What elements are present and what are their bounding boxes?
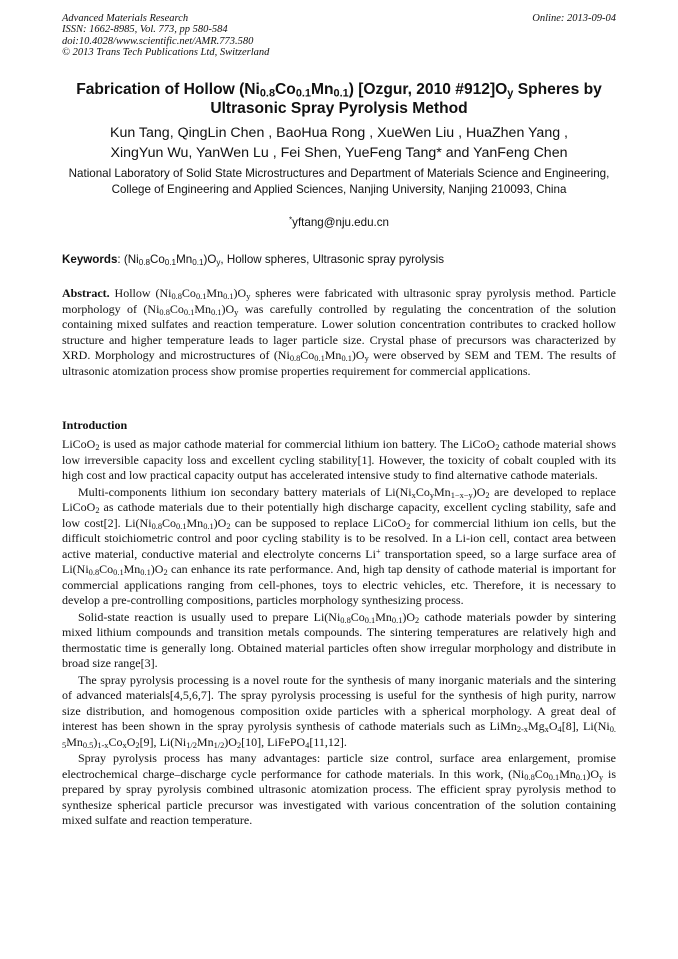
affiliation: National Laboratory of Solid State Microstructures and Department of Materials Science and Engineering, College of Engineering and Applied Sciences, Nanjing University, Nanjing 210093, China [68, 167, 610, 196]
paragraph: Multi-components lithium ion secondary battery materials of $Li(Ni_xCo_yMn_{1-x-y})O_2$ are developed to replace LiCoO$_2$ as cathode materials due to their potentially high discharge capacity, excellent cycling stability, safe and low cost[2]. $Li(Ni_{0.8}Co_{0.1}Mn_{0.1})O_2$ can be supposed to replace LiCoO$_2$ for commercial lithium ion cells, but the difficult stoichiometric control and poor cycling stability is to be resolved. In a Li-ion cell, contact area between active material, conductive material and electrolyte concerns Li+ transportation speed, so a large surface area of $Li(Ni_{0.8}Co_{0.1}Mn_{0.1})O_2$ can enhance its rate performance. And, high tap density of cathode material is important for commercial applications ranging from cell-phones, toys to electric vehicles, etc. Therefore, it is necessary to develop a pre-controlling compositions, particles morphology synthesizing process. [62, 484, 616, 607]
abstract: Abstract. Hollow $(Ni_{0.8}Co_{0.1}Mn_{0.1})O_y$ spheres were fabricated with ultrasonic spray pyrolysis method. Particle morphology of $(Ni_{0.8}Co_{0.1}Mn_{0.1})O_y$ was carefully controlled by regulating the concentration of the solution containing mixed sulfates and reaction temperature. Lower solution concentration contributes to cracked hollow structure and higher temperature leads to lager particle size. Crystal phase of precursors was characterized by XRD. Morphology and microstructures of $(Ni_{0.8}Co_{0.1}Mn_{0.1})O_y$ were observed by SEM and TEM. The results of ultrasonic atomization process show promise properties requirement for commercial applications. [62, 286, 617, 378]
paragraph: The spray pyrolysis processing is a novel route for the synthesis of many inorganic materials and the sintering of advanced materials[4,5,6,7]. The spray pyrolysis processing is useful for the synthesis of high purity, narrow size distribution, and homogenous composition oxide particles with a spherical morphology. A great deal of interest has been shown in the spray pyrolysis synthesis of cathode materials such as $LiMn_{2-x}Mg_xO_4[8]$, $Li(Ni_{0. 5}Mn_{0.5})_{1-x}Co_xO_2[9]$, $Li(Ni_{1/2}Mn_{1/2})O_2[10]$, LiFePO$_4$[11,12]. [62, 672, 617, 750]
paragraph: LiCoO$_2$ is used as major cathode material for commercial lithium ion battery. The LiCoO$_2$ cathode material shows low irreversible capacity loss and excellent cycling stability[1]. However, the toxicity of cobalt coupled with its high cost and low practical capacity output has accelerated intensive study to find alternative cathode materials. [62, 437, 616, 482]
corresponding-email: *yftang@nju.edu.cn [288, 215, 389, 229]
author-line: Kun Tang, QingLin Chen , BaoHua Rong , XueWen Liu , HuaZhen Yang , [110, 125, 568, 141]
journal-name: Advanced Materials Research [62, 13, 189, 24]
abstract-label: Abstract. [62, 286, 110, 300]
journal-issn: ISSN: 1662-8985, Vol. 773, pp 580-584 [62, 24, 228, 36]
journal-copyright: © 2013 Trans Tech Publications Ltd, Switzerland [62, 46, 270, 58]
paper-title: Fabrication of Hollow $(Ni_{0.8}Co_{0.1}Mn_{0.1})$ [Ozgur, 2010 $\#912]O_y$ Spheres by Ultrasonic Spray Pyrolysis Method [76, 81, 602, 117]
author-list [62, 124, 616, 163]
keywords: Keywords: $(Ni_{0.8}Co_{0.1}Mn_{0.1})O_y$, Hollow spheres, Ultrasonic spray pyrolysis [62, 253, 444, 268]
section-heading-introduction: Introduction [62, 418, 128, 432]
keywords-label: Keywords [62, 253, 118, 266]
paragraph: Spray pyrolysis process has many advantages: particle size control, surface area enlargement, promise electrochemical charge–discharge cycle performance for cathode materials. In this work, $(Ni_{0.8}Co_{0.1}Mn_{0.1})O_y$ is prepared by spray pyrolysis combined ultrasonic atomization process. The efficient spray pyrolysis method to synthesize spherical particle precursor was investigated with various concentration of the solution containing mixed sulfate and reaction temperature. [62, 751, 616, 827]
paragraph: Solid-state reaction is usually used to prepare $Li(Ni_{0.8}Co_{0.1}Mn_{0.1})O_2$ cathode materials powder by sintering mixed lithium compounds and transition metals compounds. The sintering temperatures are relatively high and thermostatic time is generally long. Obtained material particles often show irregular morphology and distribute in broad size range[3]. [62, 609, 616, 670]
author-line: XingYun Wu, YanWen Lu , Fei Shen, YueFeng Tang* and YanFeng Chen [110, 144, 568, 161]
introduction-body [62, 437, 616, 830]
journal-header [62, 13, 616, 58]
online-date: Online: 2013-09-04 [532, 13, 616, 24]
journal-doi: doi:10.4028/www.scientific.net/AMR.773.580 [62, 35, 254, 47]
